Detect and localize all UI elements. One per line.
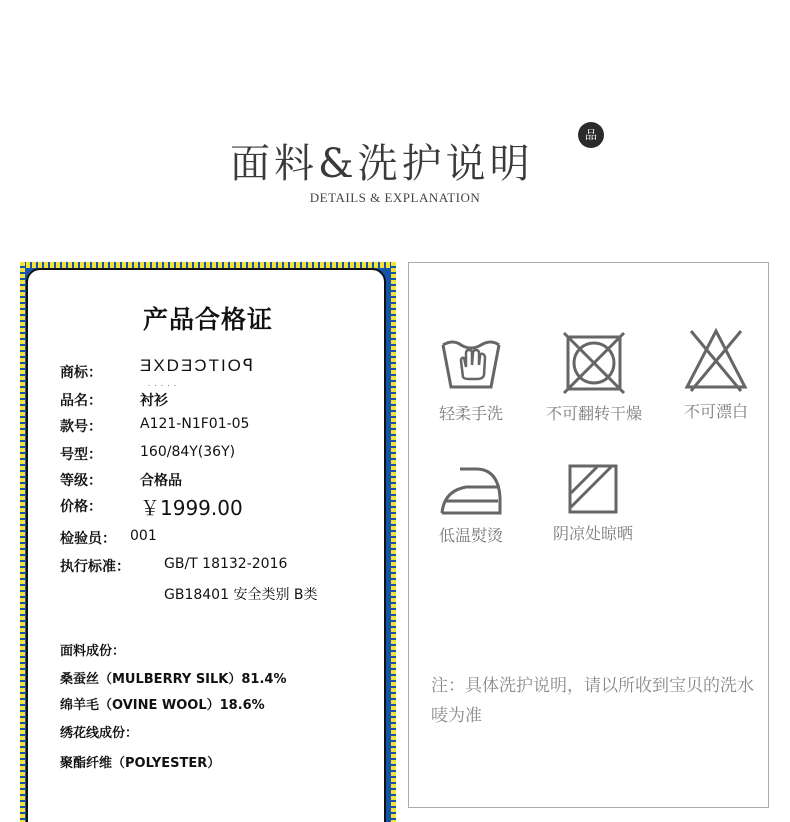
tag-label-standard: 执行标准：: [60, 559, 130, 575]
care-item-shade-dry: [543, 463, 643, 544]
tag-title: 产品合格证: [142, 305, 273, 334]
care-label-no-tumble-dry: 不可翻转干燥: [545, 404, 642, 423]
care-label-low-iron: 低温熨烫: [438, 526, 503, 545]
tag-label-size: 号型：: [60, 447, 102, 463]
tag-value-inspector: 001: [130, 528, 157, 544]
tag-label-price: 价格：: [60, 499, 102, 515]
tag-value-style: A121-N1F01-05: [140, 416, 250, 432]
care-item-low-iron: [429, 461, 513, 546]
page-title: 面料&洗护说明: [230, 141, 534, 187]
product-badge-icon: 品: [578, 122, 604, 148]
fabric-composition-label: 面料成份：: [60, 644, 126, 659]
tag-row-size: [60, 444, 236, 464]
no-bleach-icon: [683, 327, 749, 393]
fabric-composition-line-2: 绵羊毛（OVINE WOOL）18.6%: [60, 698, 265, 713]
tag-label-grade: 等级：: [60, 473, 102, 489]
tag-row-grade: [60, 470, 182, 490]
fabric-composition-line-1: 桑蚕丝（MULBERRY SILK）81.4%: [60, 672, 287, 687]
care-label-shade-dry: 阴凉处晾晒: [552, 524, 633, 543]
care-item-no-bleach: [673, 327, 759, 422]
tag-value-standard: GB/T 18132-2016: [164, 556, 288, 572]
tag-label-name: 品名：: [60, 393, 102, 409]
embroidery-composition-line-1: 聚酯纤维（POLYESTER）: [60, 756, 221, 771]
tag-row-standard: [60, 556, 288, 576]
tag-value-price: ￥1999.00: [140, 496, 243, 520]
tag-row-brand: [60, 356, 256, 390]
brand-logo-subtext: · · · · ·: [148, 382, 178, 390]
care-note: 注：具体洗护说明，请以所收到宝贝的洗水唛为准: [431, 676, 754, 726]
tag-border-right: [391, 262, 396, 822]
tag-value-standard-2: GB18401 安全类别 B类: [164, 587, 318, 603]
care-label-hand-wash: 轻柔手洗: [438, 404, 503, 423]
no-tumble-dry-icon: [562, 331, 626, 395]
tag-card: [26, 268, 386, 822]
tag-label-inspector: 检验员：: [60, 531, 116, 547]
tag-row-inspector: [60, 528, 157, 548]
tag-row-style: [60, 416, 250, 436]
low-iron-icon: [436, 461, 506, 517]
tag-label-brand: 商标：: [60, 365, 102, 381]
care-instructions-panel: [408, 262, 769, 808]
embroidery-composition-label: 绣花线成份：: [60, 726, 139, 741]
shade-dry-icon: [567, 463, 619, 515]
tag-row-price: [60, 496, 243, 520]
page-subtitle: DETAILS & EXPLANATION: [309, 190, 481, 205]
care-label-no-bleach: 不可漂白: [683, 402, 748, 421]
care-item-no-tumble-dry: [537, 331, 651, 424]
tag-value-name: 衬衫: [140, 393, 168, 409]
tag-value-size: 160/84Y(36Y): [140, 444, 236, 460]
care-item-hand-wash: [429, 331, 513, 424]
brand-logo: [140, 356, 255, 392]
section-header: [0, 118, 790, 218]
tag-label-style: 款号：: [60, 419, 102, 435]
brand-logo-text: ƎXDƎƆTIOꟼ: [140, 356, 256, 375]
product-certificate-tag: [20, 262, 396, 822]
tag-row-name: [60, 390, 168, 410]
tag-value-grade: 合格品: [140, 473, 182, 489]
hand-wash-icon: [439, 331, 503, 395]
tag-border-left: [20, 262, 25, 822]
